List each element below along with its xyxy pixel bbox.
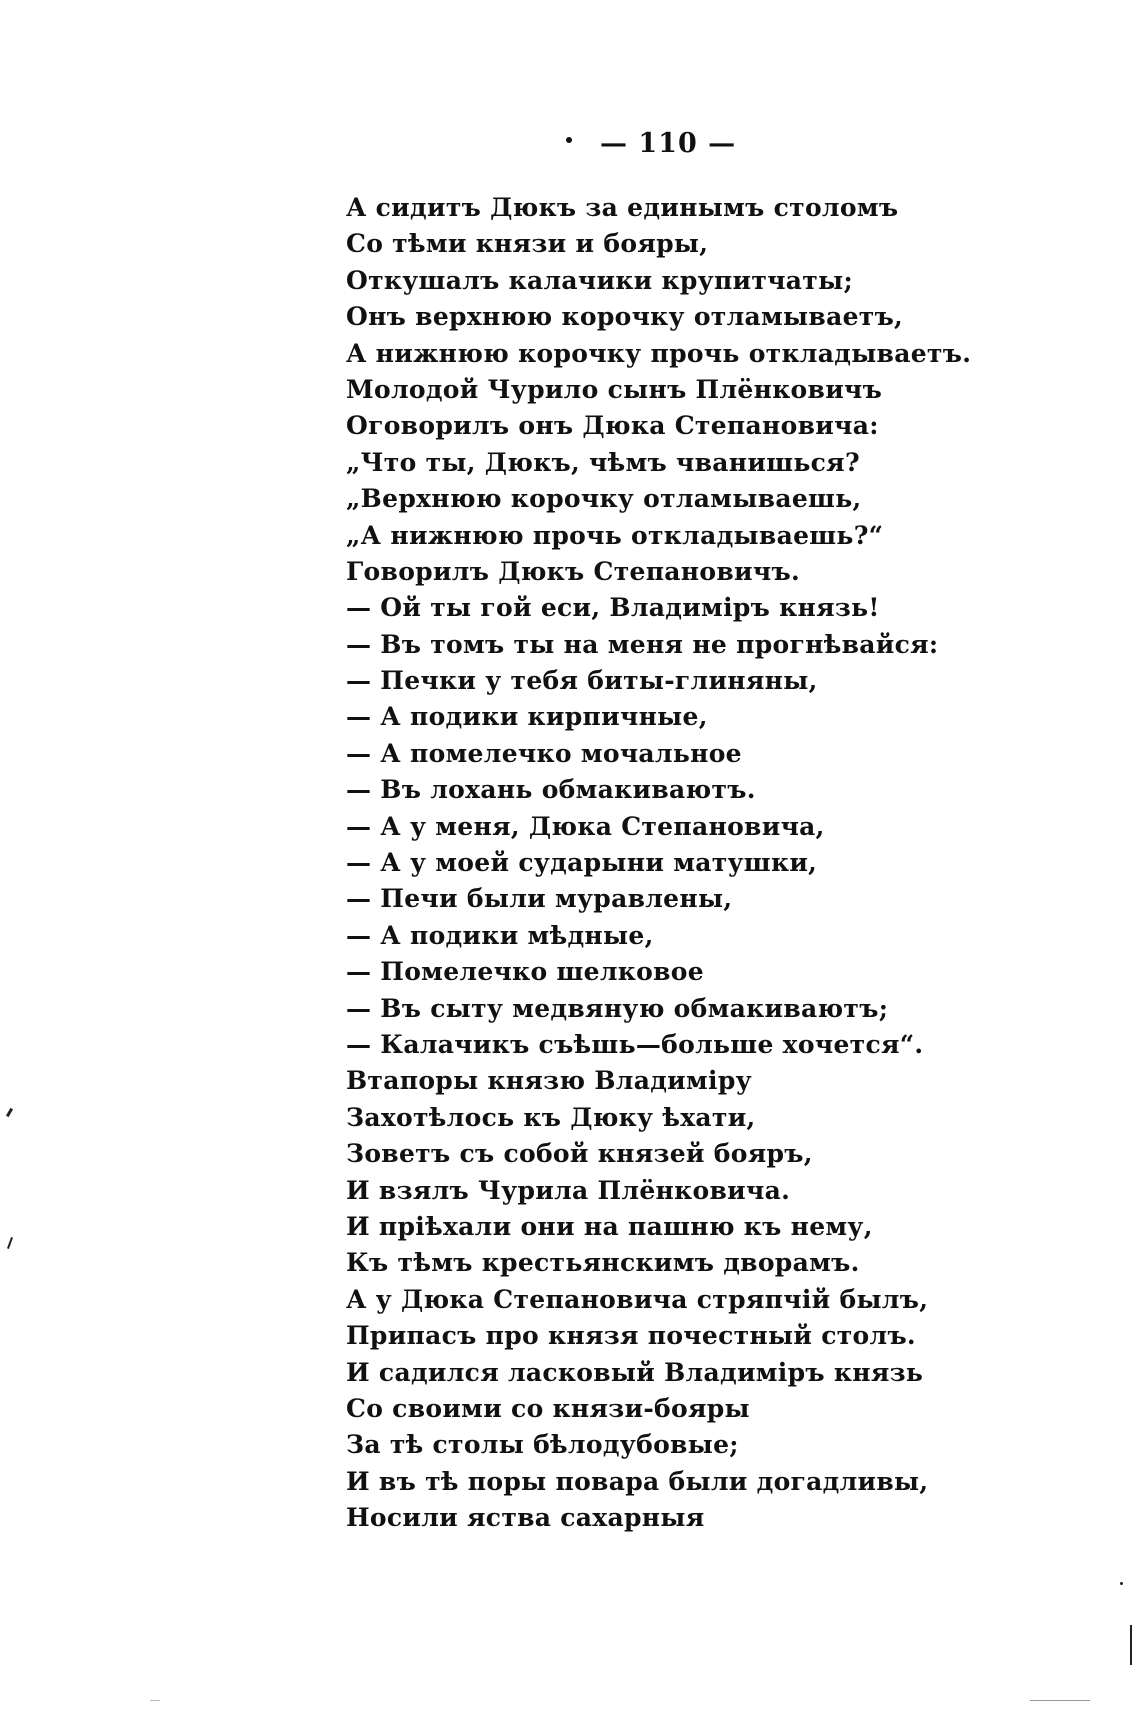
verse-line: — Ой ты гой еси, Владиміръ князь! [346, 593, 880, 623]
verse-line: Втапоры князю Владиміру [346, 1066, 752, 1096]
verse-line: Зоветъ съ собой князей бояръ, [346, 1139, 813, 1169]
verse-line: Онъ верхнюю корочку отламываетъ, [346, 302, 904, 332]
verse-text [346, 190, 1106, 1536]
verse-line: А сидитъ Дюкъ за единымъ столомъ [346, 193, 899, 222]
verse-line: А у Дюка Степановича стряпчій былъ, [346, 1284, 929, 1314]
verse-line: — Помелечко шелковое [346, 957, 704, 987]
verse-line: За тѣ столы бѣлодубовые; [346, 1430, 739, 1460]
verse-line: А нижнюю корочку прочь откладываетъ. [346, 338, 972, 368]
scan-artifact-right-edge [1130, 1625, 1132, 1665]
scan-artifact-left-upper [6, 1108, 13, 1117]
scan-artifact-left-lower [7, 1237, 13, 1249]
scan-artifact-bottom-dash [1030, 1700, 1090, 1701]
scan-artifact-bottom-left [150, 1700, 160, 1701]
verse-line: „Верхнюю корочку отламываешь, [346, 484, 862, 514]
verse-line: Со тѣми князи и бояры, [346, 229, 709, 259]
verse-line: И въ тѣ поры повара были догадливы, [346, 1466, 929, 1496]
verse-line: Захотѣлось къ Дюку ѣхати, [346, 1102, 756, 1132]
verse-line: — Въ томъ ты на меня не прогнѣвайся: [346, 629, 939, 659]
verse-line: Оговорилъ онъ Дюка Степановича: [346, 411, 879, 441]
verse-line: — А подики мѣдные, [346, 920, 654, 950]
page-number: — 110 — [600, 128, 737, 159]
verse-line: — Печи были муравлены, [346, 884, 733, 914]
verse-line: Къ тѣмъ крестьянскимъ дворамъ. [346, 1248, 860, 1278]
verse-line: Откушалъ калачики крупитчаты; [346, 265, 853, 295]
verse-line: Молодой Чурило сынъ Плёнковичъ [346, 374, 883, 404]
verse-line: — А помелечко мочальное [346, 738, 742, 768]
verse-line: Носили яства сахарныя [346, 1503, 705, 1533]
verse-line: — Въ сыту медвяную обмакиваютъ; [346, 993, 889, 1023]
verse-line: И взялъ Чурила Плёнковича. [346, 1175, 791, 1205]
scan-artifact-right-dot [1120, 1582, 1123, 1585]
verse-line: „А нижнюю прочь откладываешь?“ [346, 520, 884, 550]
stray-ink-dot [566, 137, 572, 143]
verse-line: — А подики кирпичные, [346, 702, 708, 732]
verse-line: И пріѣхали они на пашню къ нему, [346, 1211, 873, 1241]
verse-line: „Что ты, Дюкъ, чѣмъ чванишься? [346, 447, 860, 477]
verse-line: — Печки у тебя биты-глиняны, [346, 666, 818, 696]
verse-line: — А у меня, Дюка Степановича, [346, 811, 825, 841]
verse-line: И садился ласковый Владиміръ князь [346, 1357, 924, 1387]
verse-line: Со своими со князи-бояры [346, 1393, 750, 1423]
verse-line: — Калачикъ съѣшь—больше хочется“. [346, 1029, 924, 1059]
verse-line: — Въ лохань обмакиваютъ. [346, 775, 756, 805]
verse-line: Говорилъ Дюкъ Степановичъ. [346, 556, 800, 586]
verse-line: Припасъ про князя почестный столъ. [346, 1321, 916, 1351]
verse-line: — А у моей сударыни матушки, [346, 848, 818, 878]
